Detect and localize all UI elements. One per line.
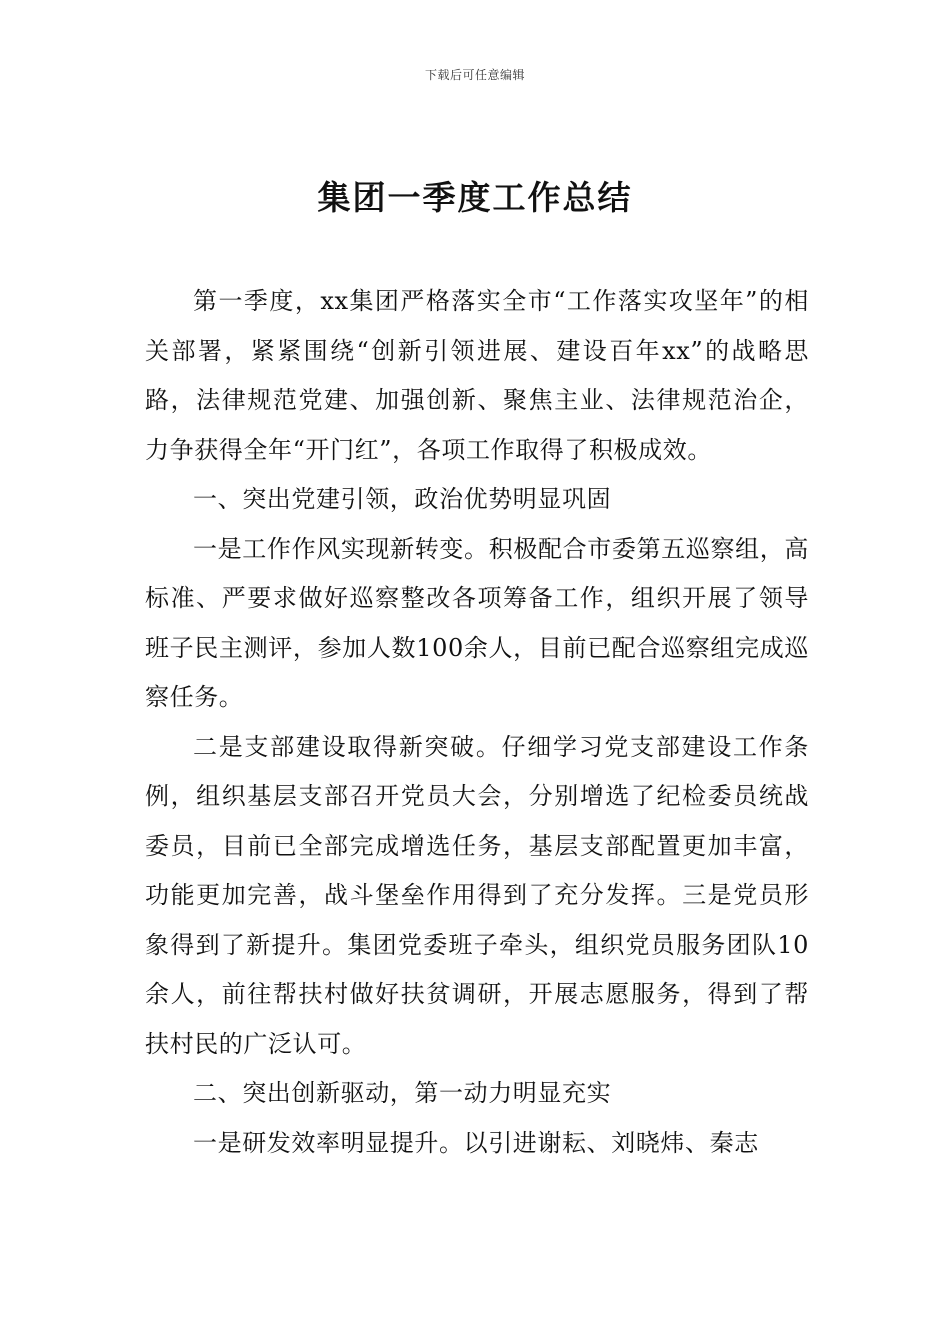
header-note: 下载后可任意编辑	[424, 68, 525, 82]
section-heading-1: 一、突出党建引领，政治优势明显巩固	[193, 485, 612, 513]
paragraph-branch-building: 二是支部建设取得新突破。仔细学习党支部建设工作条例，组织基层支部召开党员大会，分别增选了纪检委员统战委员，目前已全部完成增选任务，基层支部配置更加丰富，功能更加完善，战斗堡垒作用得到了充分发挥。三是党员形象得到了新提升。集团党委班子牵头，组织党员服务团队10余人，前往帮扶村做好扶贫调研，开展志愿服务，得到了帮扶村民的广泛认可。	[145, 732, 809, 1058]
paragraph-rd-efficiency: 一是研发效率明显提升。以引进谢耘、刘晓炜、秦志	[193, 1128, 759, 1157]
document-body	[145, 277, 809, 1168]
document-title: 集团一季度工作总结	[317, 178, 633, 217]
paragraph-work-style: 一是工作作风实现新转变。积极配合市委第五巡察组，高标准、严要求做好巡察整改各项筹备工作，组织开展了领导班子民主测评，参加人数100余人，目前已配合巡察组完成巡察任务。	[145, 534, 809, 711]
intro-paragraph: 第一季度，xx集团严格落实全市“工作落实攻坚年”的相关部署，紧紧围绕“创新引领进展、建设百年xx”的战略思路，法律规范党建、加强创新、聚焦主业、法律规范治企，力争获得全年“开门红”，各项工作取得了积极成效。	[145, 287, 809, 464]
section-heading-2: 二、突出创新驱动，第一动力明显充实	[193, 1079, 612, 1107]
